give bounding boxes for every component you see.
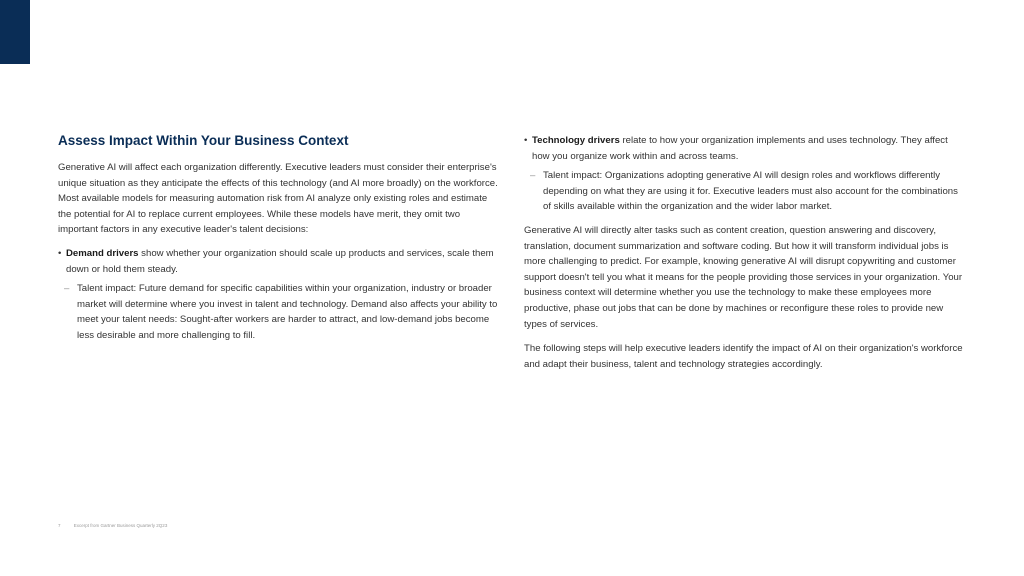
technology-drivers-term: Technology drivers xyxy=(532,135,620,146)
page-number: 7 xyxy=(58,523,61,528)
dash-marker: – xyxy=(530,170,536,182)
bullet-marker: • xyxy=(524,135,528,146)
demand-drivers-bullet xyxy=(58,246,500,277)
technology-talent-impact xyxy=(524,168,964,215)
technology-drivers-text: relate to how your organization implements and uses technology. They affect how you organize work within and across teams. xyxy=(532,135,948,162)
intro-paragraph: Generative AI will affect each organization differently. Executive leaders must consider their enterprise's unique situation as they anticipate the effects of this technology (and AI more broadly) on the workforce. Most available models for measuring automation risk from AI analyze only existing roles and estimate the potential for AI to replace current employees. While these models have merit, they omit two important factors in any executive leader's talent decisions: xyxy=(58,162,498,236)
dash-marker: – xyxy=(64,283,70,295)
technology-talent-impact-text: Talent impact: Organizations adopting generative AI will design roles and workflows differently depending on what they are using it for. Executive leaders must also account for the combinations of skills available within the organization and the wider labor market. xyxy=(543,170,958,213)
brand-accent-bar xyxy=(0,0,30,64)
left-column xyxy=(58,132,500,352)
demand-talent-impact-text: Talent impact: Future demand for specific capabilities within your organization, industry or broader market will determine where you invest in talent and technology. Demand also affects your ability to meet your talent needs: Sought-after workers are harder to attract, and low-demand jobs become less desirable and more challenging to fill. xyxy=(77,283,498,341)
generative-ai-paragraph: Generative AI will directly alter tasks such as content creation, question answering and discovery, translation, document summarization and software coding. But how it will transform individual jobs is more challenging to predict. For example, knowing generative AI will disrupt copywriting and customer support doesn't tell you what it means for the people providing those services in your organization. Your business context will determine whether you use the technology to make these employees more productive, phase out jobs that can be done by machines or reconfigure these roles to provide new types of services. xyxy=(524,224,963,330)
technology-drivers-bullet xyxy=(524,133,964,164)
demand-drivers-term: Demand drivers xyxy=(66,247,139,259)
following-steps-paragraph: The following steps will help executive leaders identify the impact of AI on their organization's workforce and adapt their business, talent and technology strategies accordingly. xyxy=(524,343,963,370)
footer-source: Excerpt from Gartner Business Quarterly 2Q23 xyxy=(73,523,168,528)
right-column xyxy=(524,133,964,381)
demand-talent-impact xyxy=(58,281,500,343)
section-title: Assess Impact Within Your Business Context xyxy=(58,133,349,148)
demand-drivers-text: show whether your organization should scale up products and services, scale them down or hold them steady. xyxy=(66,247,494,275)
bullet-marker: • xyxy=(58,247,62,259)
page-footer xyxy=(58,522,167,530)
